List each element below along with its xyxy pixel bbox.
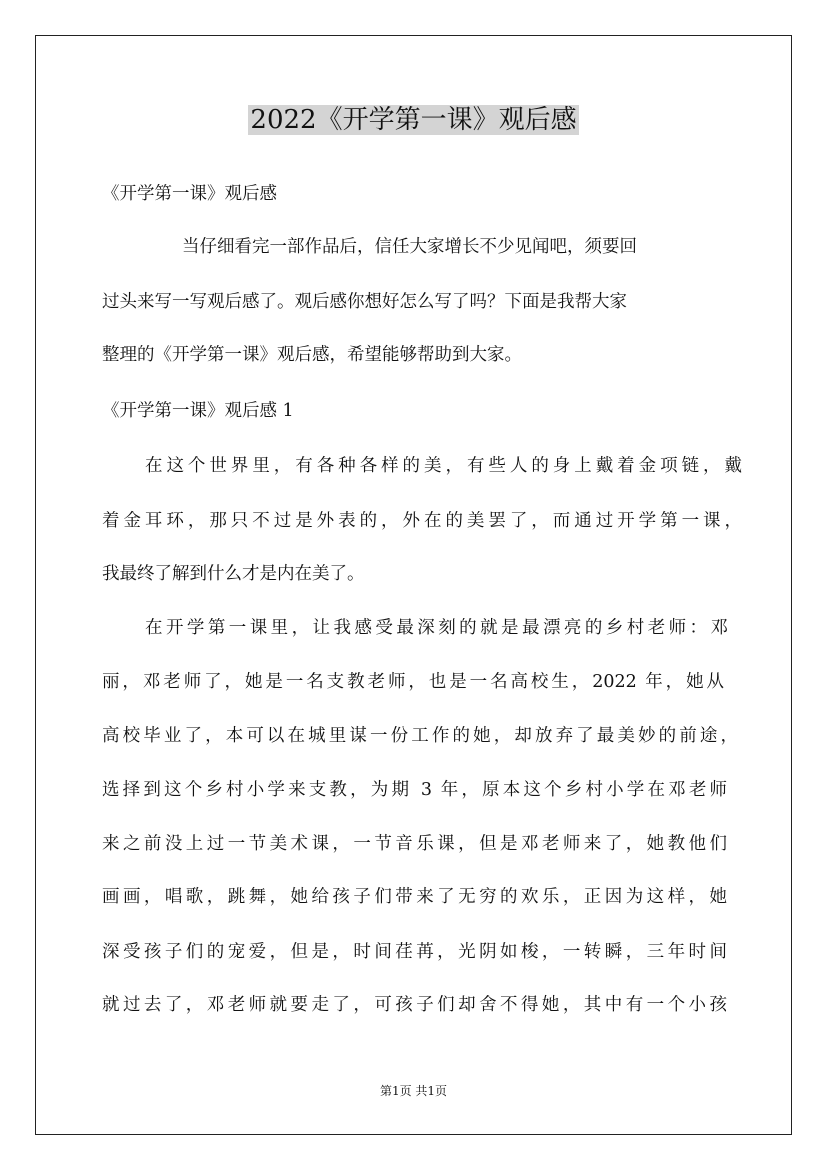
para2-line-3: 高校毕业了，本可以在城里谋一份工作的她，却放弃了最美妙的前途， [102,726,738,746]
para2-line-6: 画画，唱歌，跳舞，她给孩子们带来了无穷的欢乐，正因为这样，她 [102,887,727,907]
para2-line-1: 在开学第一课里，让我感受最深刻的就是最漂亮的乡村老师：邓 [145,618,728,638]
section-heading: 《开学第一课》观后感 1 [102,401,294,421]
subtitle: 《开学第一课》观后感 [102,184,277,204]
document-title [0,100,827,140]
para1-line-3: 我最终了解到什么才是内在美了。 [102,564,365,584]
para1-line-1: 在这个世界里，有各种各样的美，有些人的身上戴着金项链，戴 [145,456,742,476]
para2-line-4: 选择到这个乡村小学来支教，为期 3 年，原本这个乡村小学在邓老师 [102,780,727,800]
intro-line-2: 过头来写一写观后感了。观后感你想好怎么写了吗？下面是我帮大家 [102,292,627,312]
para2-line-2: 丽，邓老师了，她是一名支教老师，也是一名高校生，2022 年，她从 [102,672,724,692]
page-number-footer: 第1页 共1页 [379,1084,448,1098]
para2-line-8: 就过去了，邓老师就要走了，可孩子们却舍不得她，其中有一个小孩 [102,995,727,1015]
para1-line-2: 着金耳环，那只不过是外表的，外在的美罢了，而通过开学第一课， [102,511,742,531]
intro-line-3: 整理的《开学第一课》观后感，希望能够帮助到大家。 [102,345,522,365]
para2-line-7: 深受孩子们的宠爱，但是，时间荏苒，光阴如梭，一转瞬，三年时间 [102,942,727,962]
document-title-text: 2022《开学第一课》观后感 [250,105,577,135]
para2-line-5: 来之前没上过一节美术课，一节音乐课，但是邓老师来了，她教他们 [102,834,727,854]
intro-line-1: 当仔细看完一部作品后，信任大家增长不少见闻吧，须要回 [182,237,637,257]
